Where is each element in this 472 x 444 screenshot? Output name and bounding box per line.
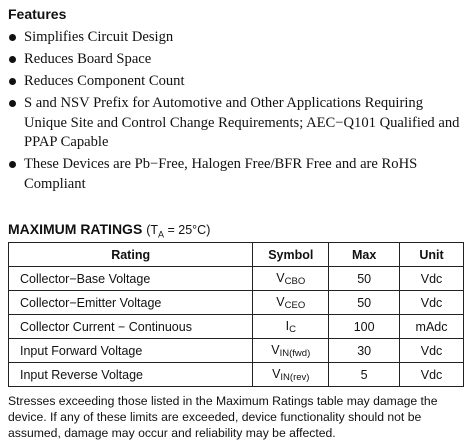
- rating-cell: Collector−Emitter Voltage: [9, 291, 253, 315]
- max-cell: 50: [329, 267, 400, 291]
- header-rating: Rating: [9, 243, 253, 267]
- symbol-cell: $V_{IN(rev)}$: [253, 363, 329, 387]
- symbol-cell: $I_C$: [253, 315, 329, 339]
- unit-cell: Vdc: [400, 339, 464, 363]
- feature-item: [8, 94, 468, 153]
- maximum-ratings-heading: [8, 221, 210, 240]
- header-unit: Unit: [400, 243, 464, 267]
- ratings-condition: $(T_A = 25^\circ C)$: [146, 223, 211, 240]
- feature-item: [8, 155, 468, 194]
- symbol-cell: $V_{CEO}$: [253, 291, 329, 315]
- table-row: [9, 267, 464, 291]
- table-header-row: [9, 243, 464, 267]
- feature-item: [8, 28, 468, 48]
- symbol-cell: $V_{CBO}$: [253, 267, 329, 291]
- rating-cell: Collector Current − Continuous: [9, 315, 253, 339]
- unit-cell: Vdc: [400, 267, 464, 291]
- stress-disclaimer: Stresses exceeding those listed in the Maximum Ratings table may damage the device. If any of these limits are exceeded, device functionality should not be assumed, damage may occur and reliability may be affected.: [8, 394, 438, 440]
- maximum-ratings-table: [8, 242, 464, 387]
- bullet-icon: [9, 78, 16, 85]
- feature-text: Reduces Component Count: [24, 73, 185, 89]
- max-cell: 100: [329, 315, 400, 339]
- bullet-icon: [9, 34, 16, 41]
- feature-text: Simplifies Circuit Design: [24, 29, 174, 45]
- symbol-cell: $V_{IN(fwd)}$: [253, 339, 329, 363]
- feature-item: [8, 72, 468, 92]
- rating-cell: Input Forward Voltage: [9, 339, 253, 363]
- max-cell: 5: [329, 363, 400, 387]
- feature-item: [8, 50, 468, 70]
- table-row: [9, 291, 464, 315]
- features-heading: Features: [8, 6, 67, 22]
- unit-cell: mAdc: [400, 315, 464, 339]
- features-list: [8, 28, 468, 197]
- table-row: [9, 315, 464, 339]
- table-row: [9, 339, 464, 363]
- bullet-icon: [9, 100, 16, 107]
- rating-cell: Input Reverse Voltage: [9, 363, 253, 387]
- header-max: Max: [329, 243, 400, 267]
- header-symbol: Symbol: [253, 243, 329, 267]
- bullet-icon: [9, 161, 16, 168]
- table-row: [9, 363, 464, 387]
- unit-cell: Vdc: [400, 363, 464, 387]
- rating-cell: Collector−Base Voltage: [9, 267, 253, 291]
- feature-text: These Devices are Pb−Free, Halogen Free/BFR Free and are RoHS Compliant: [24, 156, 418, 192]
- feature-text: Reduces Board Space: [24, 51, 152, 67]
- ratings-title: MAXIMUM RATINGS: [8, 221, 143, 237]
- unit-cell: Vdc: [400, 291, 464, 315]
- max-cell: 50: [329, 291, 400, 315]
- feature-text: S and NSV Prefix for Automotive and Other Applications Requiring Unique Site and Control Change Requirements; AEC−Q101 Qualified and PPAP Capable: [24, 95, 460, 150]
- bullet-icon: [9, 56, 16, 63]
- max-cell: 30: [329, 339, 400, 363]
